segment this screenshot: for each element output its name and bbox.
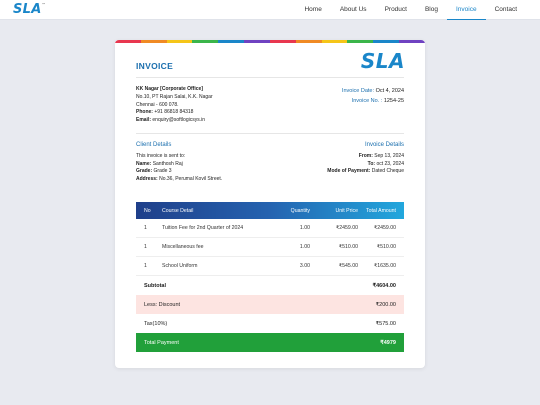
subtotal-row bbox=[136, 276, 404, 295]
client-intro: This invoice is sent to: bbox=[136, 152, 186, 159]
row-unit-price: ₹2459.00 bbox=[335, 225, 358, 231]
row-total: ₹2459.00 bbox=[373, 225, 396, 231]
office-address bbox=[136, 86, 286, 125]
client-address: No.36, Perumal Kovil Street. bbox=[159, 176, 223, 183]
email-value: enquiry@softlogicsys.in bbox=[152, 117, 206, 124]
nav-blog[interactable]: Blog bbox=[424, 6, 438, 13]
row-course: Miscellaneous fee bbox=[162, 244, 204, 250]
payment-mode-label: Mode of Payment: bbox=[327, 168, 371, 175]
table-header bbox=[136, 202, 404, 219]
address-line-2: Chennai - 600 078. bbox=[136, 101, 179, 108]
row-quantity: 3.00 bbox=[299, 263, 310, 269]
rainbow-segment bbox=[115, 40, 141, 43]
invoice-no: 1254-25 bbox=[383, 98, 404, 104]
header-divider bbox=[136, 77, 404, 78]
table-row bbox=[136, 219, 404, 238]
client-name: Santhosh Raj bbox=[152, 160, 183, 167]
header-quantity: Quantity bbox=[290, 207, 310, 214]
total-payment-row bbox=[136, 333, 404, 352]
header-no: No bbox=[144, 207, 151, 214]
section-divider bbox=[136, 133, 404, 134]
invoice-date: Oct 4, 2024 bbox=[375, 88, 404, 94]
row-quantity: 1.00 bbox=[299, 244, 310, 250]
header-course: Course Detail bbox=[162, 207, 194, 214]
to-date: oct 23, 2024 bbox=[376, 160, 404, 167]
invoice-table bbox=[136, 202, 404, 352]
top-navbar bbox=[0, 0, 540, 20]
rainbow-segment bbox=[347, 40, 373, 43]
row-total: ₹510.00 bbox=[376, 244, 396, 250]
client-grade: Grade 3 bbox=[153, 168, 172, 175]
nav-about-us[interactable]: About Us bbox=[339, 6, 367, 13]
row-no: 1 bbox=[144, 263, 147, 269]
rainbow-segment bbox=[218, 40, 244, 43]
site-logo[interactable]: SLA™ bbox=[13, 2, 46, 17]
invoice-no-label: Invoice No. : bbox=[351, 98, 383, 104]
row-course: Tuition Fee for 2nd Quarter of 2024 bbox=[162, 225, 244, 231]
rainbow-segment bbox=[167, 40, 193, 43]
nav-links bbox=[295, 0, 526, 20]
discount-row bbox=[136, 295, 404, 314]
rainbow-segment bbox=[296, 40, 322, 43]
invoice-date-label: Invoice Date: bbox=[341, 88, 375, 94]
row-unit-price: ₹510.00 bbox=[338, 244, 358, 250]
subtotal-label: Subtotal bbox=[144, 282, 166, 289]
email-label: Email: bbox=[136, 117, 152, 124]
invoice-card bbox=[115, 40, 425, 368]
office-name: KK Nagar [Corporate Office] bbox=[136, 86, 203, 92]
discount-value: ₹200.00 bbox=[375, 301, 396, 308]
client-name-label: Name: bbox=[136, 160, 152, 167]
row-quantity: 1.00 bbox=[299, 225, 310, 231]
rainbow-segment bbox=[244, 40, 270, 43]
nav-invoice[interactable]: Invoice bbox=[447, 0, 486, 20]
client-address-label: Address: bbox=[136, 176, 158, 183]
client-grade-label: Grade: bbox=[136, 168, 153, 175]
discount-label: Less: Discount bbox=[144, 301, 181, 308]
from-date: Sep 13, 2024 bbox=[374, 152, 404, 159]
row-no: 1 bbox=[144, 225, 147, 231]
phone-label: Phone: bbox=[136, 109, 153, 116]
nav-product[interactable]: Product bbox=[384, 6, 407, 13]
payment-mode: Dated Cheque bbox=[371, 168, 404, 175]
tax-label: Tax(10%) bbox=[144, 320, 168, 327]
rainbow-segment bbox=[399, 40, 425, 43]
invoice-details bbox=[327, 142, 404, 176]
to-label: To: bbox=[367, 160, 376, 167]
total-payment-value: ₹4979 bbox=[380, 339, 396, 346]
invoice-title: INVOICE bbox=[136, 61, 174, 71]
rainbow-segment bbox=[322, 40, 348, 43]
header-unit-price: Unit Price bbox=[335, 207, 358, 214]
invoice-meta bbox=[342, 86, 404, 106]
rainbow-segment bbox=[192, 40, 218, 43]
client-details bbox=[136, 142, 222, 184]
row-total: ₹1635.00 bbox=[373, 263, 396, 269]
rainbow-segment bbox=[270, 40, 296, 43]
invoice-details-heading: Invoice Details bbox=[364, 142, 404, 148]
client-details-heading: Client Details bbox=[136, 142, 172, 148]
table-row bbox=[136, 257, 404, 276]
rainbow-stripe bbox=[115, 40, 425, 43]
total-payment-label: Total Payment bbox=[144, 339, 179, 346]
phone-value: +91 86818 84318 bbox=[154, 109, 194, 116]
rainbow-segment bbox=[141, 40, 167, 43]
subtotal-value: ₹4604.00 bbox=[372, 282, 396, 289]
nav-home[interactable]: Home bbox=[304, 6, 322, 13]
address-line-1: No.10, PT Rajan Salai, K.K. Nagar bbox=[136, 93, 213, 100]
table-row bbox=[136, 238, 404, 257]
row-no: 1 bbox=[144, 244, 147, 250]
tax-row bbox=[136, 314, 404, 333]
from-label: From: bbox=[358, 152, 373, 159]
row-course: School Uniform bbox=[162, 263, 198, 269]
row-unit-price: ₹545.00 bbox=[338, 263, 358, 269]
rainbow-segment bbox=[373, 40, 399, 43]
nav-contact[interactable]: Contact bbox=[494, 6, 517, 13]
tax-value: ₹575.00 bbox=[375, 320, 396, 327]
header-total-amount: Total Amount bbox=[366, 207, 396, 214]
card-logo: SLA bbox=[360, 49, 405, 73]
